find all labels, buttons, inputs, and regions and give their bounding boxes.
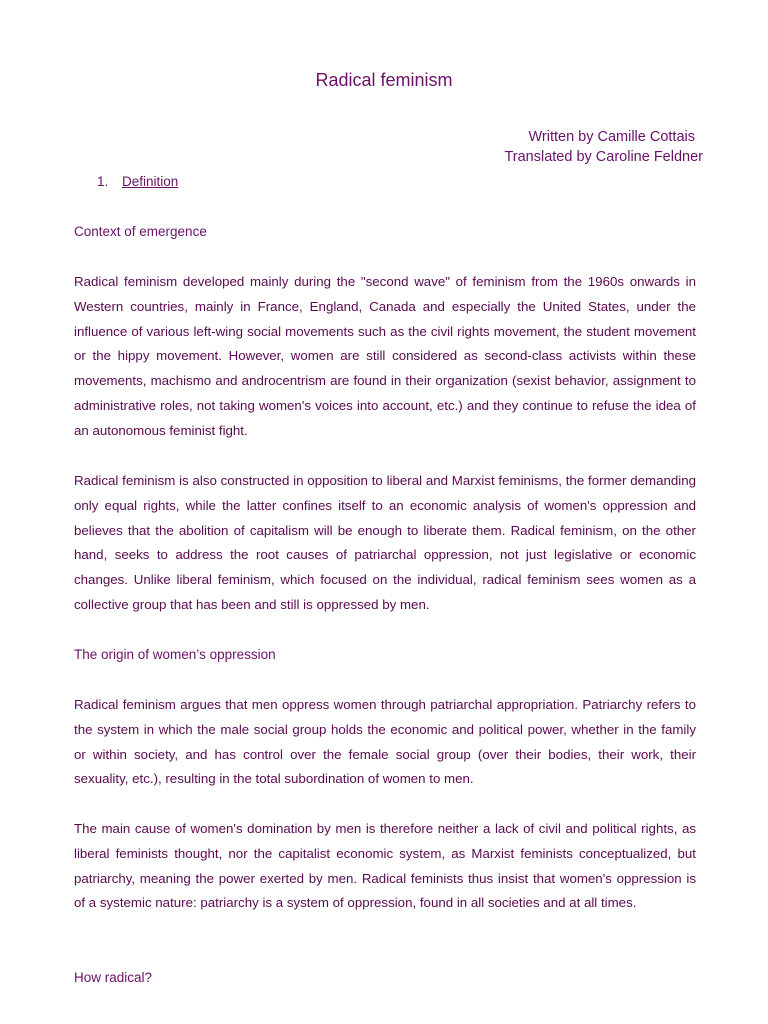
heading-context-of-emergence: Context of emergence (74, 224, 207, 239)
paragraph-4: The main cause of women's domination by men is therefore neither a lack of civil and political rights, as liberal feminists thought, nor the capitalist economic system, as Marxist feminists conceptualized, but patriarchy, meaning the power exerted by men. Radical feminists thus insist that women's oppression is of a systemic nature: patriarchy is a system of oppression, found in all societies and at all times. (74, 821, 696, 911)
translator-line: Translated by Caroline Feldner (504, 149, 703, 165)
definition-link[interactable]: Definition (122, 174, 179, 189)
heading-origin-of-oppression: The origin of women’s oppression (74, 647, 276, 662)
paragraph-1: Radical feminism developed mainly during the "second wave" of feminism from the 1960s onwards in Western countries, mainly in France, England, Canada and especially the United States, under the influence of various left-wing social movements such as the civil rights movement, the student movement or the hippy movement. However, women are still considered as second-class activists within these movements, machismo and androcentrism are found in their organization (sexist behavior, assignment to administrative roles, not taking women's voices into account, etc.) and they continue to refuse the idea of an autonomous feminist fight. (74, 274, 696, 438)
paragraph-3: Radical feminism argues that men oppress women through patriarchal appropriation. Patriarchy refers to the system in which the male social group holds the economic and political power, whether in the family or within society, and has control over the female social group (over their bodies, their work, their sexuality, etc.), resulting in the total subordination of women to men. (74, 697, 696, 787)
list-number: 1. (97, 174, 109, 189)
heading-how-radical: How radical? (74, 970, 153, 985)
document-title: Radical feminism (315, 70, 453, 90)
author-line: Written by Camille Cottais (528, 129, 695, 145)
paragraph-2: Radical feminism is also constructed in opposition to liberal and Marxist feminisms, the former demanding only equal rights, while the latter confines itself to an economic analysis of women's oppression and believes that the abolition of capitalism will be enough to liberate them. Radical feminism, on the other hand, seeks to address the root causes of patriarchal oppression, not just legislative or economic changes. Unlike liberal feminism, which focused on the individual, radical feminism sees women as a collective group that has been and still is oppressed by men. (74, 473, 696, 612)
section-list-item (97, 174, 178, 189)
